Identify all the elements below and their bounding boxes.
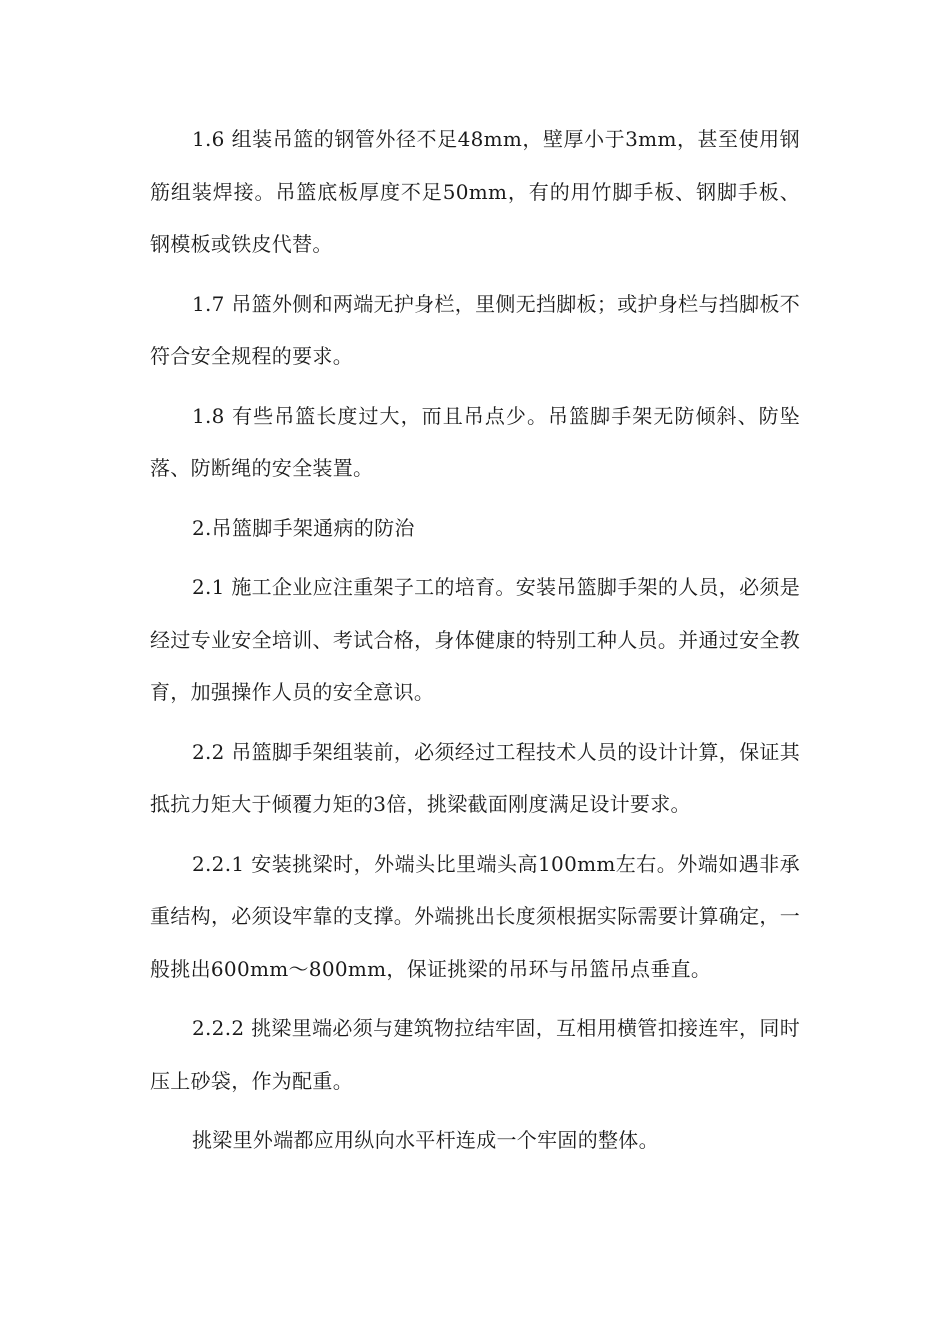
section-heading-2: 2.吊篮脚手架通病的防治: [192, 515, 415, 540]
paragraph-closing: 挑梁里外端都应用纵向水平杆连成一个牢固的整体。: [192, 1128, 659, 1152]
paragraph-2-2-2: 2.2.2 挑梁里端必须与建筑物拉结牢固，互相用横管扣接连牢，同时压上砂袋，作为配重。: [150, 1016, 800, 1093]
document-body: [150, 113, 800, 1174]
paragraph-1-6: 1.6 组装吊篮的钢管外径不足48mm，壁厚小于3mm，甚至使用钢筋组装焊接。吊篮底板厚度不足50mm，有的用竹脚手板、钢脚手板、钢模板或铁皮代替。: [150, 127, 800, 256]
paragraph-1-7: 1.7 吊篮外侧和两端无护身栏，里侧无挡脚板；或护身栏与挡脚板不符合安全规程的要求。: [150, 291, 800, 368]
paragraph-2-2-1: 2.2.1 安装挑梁时，外端头比里端头高100mm左右。外端如遇非承重结构，必须设牢靠的支撑。外端挑出长度须根据实际需要计算确定，一般挑出600mm～800mm，保证挑梁的吊环与吊篮吊点垂直。: [150, 851, 800, 981]
paragraph-2-2: 2.2 吊篮脚手架组装前，必须经过工程技术人员的设计计算，保证其抵抗力矩大于倾覆力矩的3倍，挑梁截面刚度满足设计要求。: [150, 739, 800, 816]
paragraph-2-1: 2.1 施工企业应注重架子工的培育。安装吊篮脚手架的人员，必须是经过专业安全培训、考试合格，身体健康的特别工种人员。并通过安全教育，加强操作人员的安全意识。: [150, 575, 800, 704]
paragraph-1-8: 1.8 有些吊篮长度过大，而且吊点少。吊篮脚手架无防倾斜、防坠落、防断绳的安全装置。: [150, 403, 800, 480]
